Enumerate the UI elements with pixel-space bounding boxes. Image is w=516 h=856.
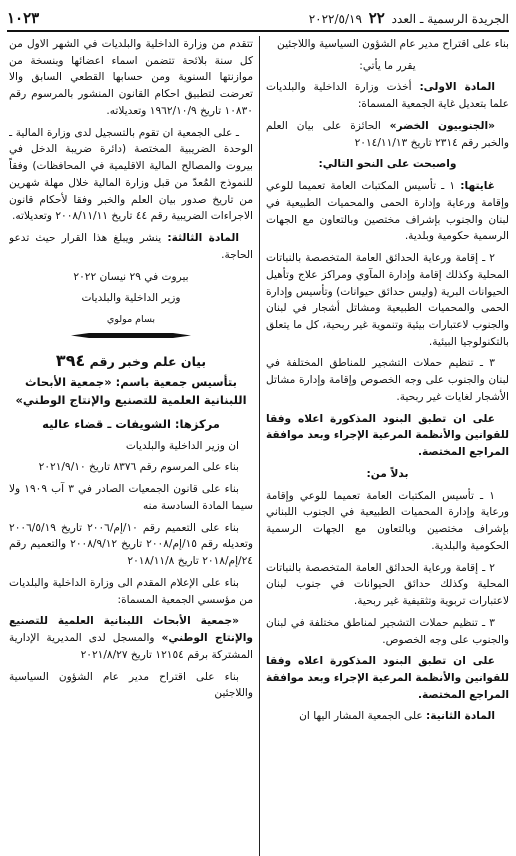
sign-name: بسام مولوي bbox=[106, 314, 156, 326]
article-two bbox=[266, 708, 509, 725]
section-divider bbox=[9, 333, 253, 338]
article-label: المادة الثالثة: bbox=[167, 232, 239, 245]
header-title bbox=[309, 9, 509, 27]
paragraph: ٣ ـ تنظيم حملات التشجير للمناطق المختلفة في لبنان والجنوب على وجه الخصوص وإقامة وإدارة مشاتل الأشجار لغايات غير ربحية. bbox=[266, 357, 509, 403]
association-title: «الجنوبيون الخضر» bbox=[389, 119, 495, 132]
association-text: الحائزة على بيان العلم والخبر رقم ٢٣١٤ تاريخ ٢٠١٤/١١/١٣ bbox=[266, 119, 509, 149]
signature-block bbox=[9, 269, 253, 327]
goals-label: غايتها: bbox=[460, 180, 495, 193]
paragraph: بناء على اقتراح مدير عام الشؤون السياسية واللاجئين bbox=[277, 38, 509, 50]
notice-subtitle: بتأسيس جمعية باسم: «جمعية الأبحاث اللبنانية العلمية للتصنيع والإنتاج الوطني» bbox=[15, 375, 247, 408]
sign-place-date: بيروت في ٢٩ نيسان ٢٠٢٢ bbox=[73, 270, 189, 283]
paragraph: على ان تطبق البنود المذكورة اعلاه وفقا للقوانين والأنظمة المرعية الإجراء وبعد موافقة المراجع المختصة. bbox=[266, 412, 509, 459]
header-title-text: الجريدة الرسمية ـ العدد bbox=[391, 12, 509, 26]
paragraph: بناء على الإعلام المقدم الى وزارة الداخلية والبلديات من مؤسسي الجمعية المسماة: bbox=[9, 576, 253, 606]
article-label: المادة الثانية: bbox=[426, 710, 495, 723]
notice-title bbox=[9, 348, 253, 373]
issue-date: ٢٠٢٢/٥/١٩ bbox=[308, 12, 362, 26]
paragraph: تتقدم من وزارة الداخلية والبلديات في الشهر الاول من كل سنة بلائحة تتضمن اسماء اعضائها وبنسخة من موازنتها السنوية ومن حسابها القطعي السابق والا تعرضت لتطبيق احكام القانون المنشور بالمرسوم رقم ١٠٨٣٠ تاريخ ١٩٦٢/١٠/٩ وتعديلاته. bbox=[9, 38, 253, 117]
goals-text: ١ ـ تأسيس المكتبات العامة تعميما للوعي وإقامة ورعاية وإدارة الحمى والمحميات الطبيعية في لبنان والجنوب بإشراف مختصين وبالتعاون مع الجهات الرسمية حكومية وبلدية. bbox=[266, 180, 509, 243]
paragraph: ٣ ـ تنظيم حملات التشجير لمناطق مختلفة في لبنان والجنوب على وجه الخصوص. bbox=[266, 616, 509, 646]
page-header bbox=[7, 6, 509, 32]
paragraph: ١ ـ تأسيس المكتبات العامة تعميما للوعي وإقامة ورعاية وإدارة المحميات الطبيعية في الجنوب اللبناني بإشراف مختصين وبالتعاون مع الجهات الرسمية الحكومية والبلدية. bbox=[266, 489, 509, 552]
article-label: المادة الاولى: bbox=[419, 81, 495, 94]
heading: بدلاً من: bbox=[366, 467, 409, 480]
paragraph: بناء على قانون الجمعيات الصادر في ٣ آب ١٩٠٩ ولا سيما المادة السادسة منه bbox=[9, 483, 253, 512]
divider-shape bbox=[71, 333, 191, 338]
paragraph: بناء على التعميم رقم ١٠/إم/٢٠٠٦ تاريخ ٢٠٠٦/٥/١٩ وتعديله رقم ١٥/إم/٢٠٠٨ تاريخ ٢٠٠٨/٩/١٢ والتعميم رقم ٢٤/إم/٢٠١٨ تاريخ ٢٠١٨/١١/٨ bbox=[9, 521, 253, 568]
heading: واصبحت على النحو التالي: bbox=[318, 158, 457, 171]
right-column bbox=[259, 36, 509, 856]
article-text: على الجمعية المشار اليها ان bbox=[299, 710, 427, 723]
paragraph: ٢ ـ إقامة ورعاية الحدائق العامة المتخصصة بالنباتات المحلية وكذلك حدائق الحيوانات في جنوب لبنان لاعتبارات تربوية وتثقيفية غير ربحية. bbox=[266, 561, 509, 608]
paragraph: بناء على اقتراح مدير عام الشؤون السياسية واللاجئين bbox=[9, 670, 253, 700]
notice-title-text: بيان علم وخبر رقم bbox=[89, 354, 207, 370]
page-number: ١٠٢٣ bbox=[7, 9, 40, 27]
association-title: «جمعية الأبحاث اللبنانية العلمية للتصنيع والإنتاج الوطني» bbox=[9, 615, 253, 645]
registration-text: والمسجل لدى المديرية الإدارية المشتركة برقم ١٢١٥٤ تاريخ ٢٠٢١/٨/٢٧ bbox=[9, 632, 253, 661]
notice-number: ٣٩٤ bbox=[55, 351, 86, 371]
sign-title: وزير الداخلية والبلديات bbox=[81, 292, 181, 305]
article-text: ينشر ويبلغ هذا القرار حيث تدعو الحاجة. bbox=[9, 232, 253, 261]
notice-location: مركزها: الشويفات ـ قضاء عاليه bbox=[42, 416, 220, 431]
goals bbox=[266, 178, 509, 245]
paragraph: ـ على الجمعية ان تقوم بالتسجيل لدى وزارة المالية ـ الوحدة الضريبية المختصة (دائرة ضريبة الدخل في بيروت والمصالح المالية الاقليمية في المحافظات) وفقاً للنموذج المُعدّ من قبل وزارة المالية خلال مهلة شهرين من تاريخ صدور بيان العلم والخبر وفقا لأحكام قانون الاجراءات الضريبية رقم ٤٤ تاريخ ٢٠٠٨/١١/١١ وتعديلاته. bbox=[9, 126, 253, 223]
association-registration bbox=[9, 613, 253, 663]
paragraph: يقرر ما يأتي: bbox=[359, 59, 416, 72]
association-name bbox=[266, 118, 509, 151]
left-column bbox=[9, 36, 259, 856]
issue-number: ٢٢ bbox=[368, 9, 385, 27]
article-text: أخذت وزارة الداخلية والبلديات علما بتعديل غاية الجمعية المسماة: bbox=[266, 81, 509, 111]
article-three bbox=[9, 230, 253, 263]
paragraph: ٢ ـ إقامة ورعاية الحدائق العامة المتخصصة بالنباتات المحلية وكذلك إقامة وإدارة المآوي ومراكز علاج وتأهيل الحيوانات البرية (وليس حدائق حيوانات) وتأسيس وإدارة الحمى والمحميات الطبيعية ومشاتل أشجار في لبنان والجنوب لاعتبارات بيئية وتنموية غير ربحية، كل ما يتعلق بالتكنولوجيا البيئية. bbox=[266, 252, 509, 348]
article-one bbox=[266, 79, 509, 112]
paragraph: بناء على المرسوم رقم ٨٣٧٦ تاريخ ٢٠٢١/٩/١٠ bbox=[38, 461, 239, 474]
paragraph: ان وزير الداخلية والبلديات bbox=[125, 439, 239, 452]
paragraph: على ان تطبق البنود المذكورة اعلاه وفقا للقوانين والأنظمة المرعية الإجراء وبعد موافقة المراجع المختصة. bbox=[266, 655, 509, 701]
columns bbox=[7, 36, 509, 856]
